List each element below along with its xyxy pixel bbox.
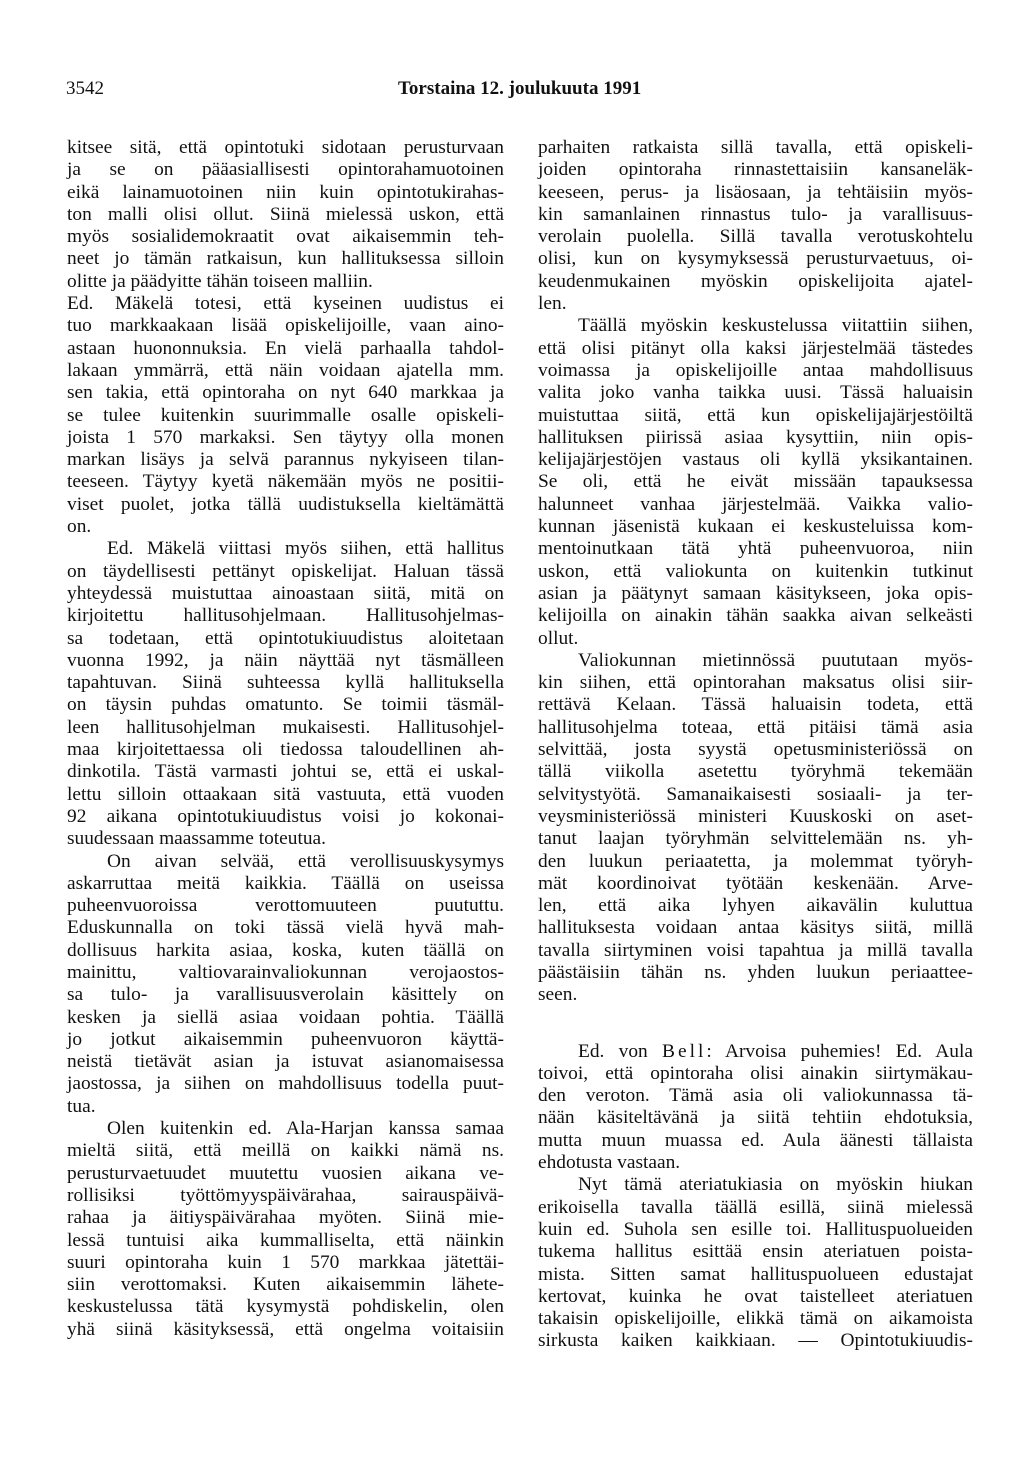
text-line: 92 aikana opintotukiuudistus voisi jo kokonai- <box>67 805 504 827</box>
text-line: olisi, kun on kysymyksessä perusturvaetuus, oi- <box>538 248 973 270</box>
text-line: teeseen. Täytyy kyetä näkemään myös ne positii- <box>67 471 504 493</box>
text-line: uskon, että valiokunta on kuitenkin tutkinut <box>538 560 973 582</box>
text-line: Valiokunnan mietinnössä puututaan myös- <box>578 649 973 671</box>
text-line: rahaa ja äitiyspäivärahaa myöten. Siinä mie- <box>67 1207 504 1229</box>
text-line: tällä viikolla asetettu työryhmä tekemään <box>538 761 973 783</box>
text-line: Olen kuitenkin ed. Ala-Harjan kanssa samaa <box>107 1118 504 1140</box>
text-line: seen. <box>538 984 578 1006</box>
text-line: Se oli, että he eivät missään tapauksessa <box>538 471 973 493</box>
text-line: Nyt tämä ateriatukiasia on myöskin hiukan <box>578 1174 973 1196</box>
text-line: askarruttaa meitä kaikkia. Täällä on useissa <box>67 872 504 894</box>
text-line: se tulee kuitenkin suurimmalle osalle opiskeli- <box>67 404 504 426</box>
text-line: leen hallitusohjelman mukaisesti. Hallitusohjel- <box>67 716 504 738</box>
text-line: keeseen, perus- ja lisäosaan, ja tehtäisiin myös- <box>538 181 973 203</box>
text-line: tukema hallitus esittää ensin ateriatuen poista- <box>538 1241 973 1263</box>
text-line: Eduskunnalla on toki tässä vielä hyvä mah- <box>67 917 504 939</box>
text-line: on täydellisesti pettänyt opiskelijat. Haluan tässä <box>67 560 504 582</box>
text-line: kitsee sitä, että opintotuki sidotaan perusturvaan <box>67 137 504 158</box>
text-line: joista 1 570 markaksi. Sen täytyy olla monen <box>67 426 504 448</box>
text-line: kirjoitettu hallitusohjelmaan. Hallitusohjelmas- <box>67 605 504 627</box>
text-line: siin verottomaksi. Kuten aikaisemmin lähete- <box>67 1274 504 1296</box>
text-line: valita joko vanha taikka uusi. Tässä haluaisin <box>538 382 973 404</box>
text-line: voimassa ja opiskelijoille antaa mahdollisuus <box>538 359 973 381</box>
text-line: takaisin opiskelijoille, elikkä tämä on aikamoista <box>538 1308 973 1330</box>
text-line: lessä tuntuisi aika kummalliselta, että näinkin <box>67 1229 504 1251</box>
text-line: selvitystyötä. Samanaikaisesti sosiaali- ja ter- <box>538 783 973 805</box>
text-line: on. <box>67 516 92 538</box>
text-line: yhteydessä muistuttaa ainoastaan siitä, mitä on <box>67 582 504 604</box>
left-text-column <box>67 137 504 1341</box>
text-line: sen takia, että opintoraha on nyt 640 markkaa ja <box>67 382 504 404</box>
text-line: jo jotkut aikaisemmin puheenvuoron käyttä- <box>67 1028 504 1050</box>
text-line: hallituksen piirissä asiaa kysyttiin, niin opis- <box>538 426 973 448</box>
text-line: ollut. <box>538 627 579 649</box>
text-line: tuo markkaakaan lisää opiskelijoille, vaan aino- <box>67 315 504 337</box>
text-line: keudenmukainen myöskin opiskelijoita ajatel- <box>538 270 973 292</box>
text-line: vuonna 1992, ja näin näyttää nyt täsmälleen <box>67 649 504 671</box>
text-line: Ed. Mäkelä viittasi myös siihen, että hallitus <box>107 538 504 560</box>
text-line: mentoinutkaan tätä yhtä puheenvuoroa, niin <box>538 538 973 560</box>
text-line: tanut laajan työryhmän selvittelemään ns. yh- <box>538 828 973 850</box>
text-line: mista. Sitten samat hallituspuolueen edustajat <box>538 1263 973 1285</box>
text-line: veysministeriössä ministeri Kuuskoski on aset- <box>538 805 973 827</box>
text-line <box>538 1041 973 1063</box>
text-line: Ed. Mäkelä totesi, että kyseinen uudistus ei <box>67 293 504 315</box>
paragraph-gap <box>538 1007 973 1041</box>
text-line: toivoi, että opintoraha olisi ainakin siirtymäkau- <box>538 1062 973 1084</box>
text-line: mutta muun muassa ed. Aula äänesti tällaista <box>538 1129 973 1151</box>
text-line: kin samanlainen rinnastus tulo- ja varallisuus- <box>538 203 973 225</box>
text-line: perusturvaetuudet muutettu vuosien aikana ve- <box>67 1162 504 1184</box>
text-line: den luukun periaatetta, ja molemmat työryh- <box>538 850 973 872</box>
text-line: keskustelussa tätä kysymystä pohdiskelin, olen <box>67 1296 504 1318</box>
text-line: tua. <box>67 1095 96 1117</box>
page-number: 3542 <box>66 78 104 99</box>
text-line: suudessaan maassamme toteutua. <box>67 828 327 850</box>
text-line: selvittää, josta syystä opetusministeriössä on <box>538 739 973 761</box>
text-line: On aivan selvää, että verollisuuskysymys <box>107 850 504 872</box>
text-line: myös sosialidemokraatit ovat aikaisemmin teh- <box>67 226 504 248</box>
running-header: Torstaina 12. joulukuuta 1991 <box>398 78 642 99</box>
text-line: ton malli olisi ollut. Siinä mielessä uskon, että <box>67 203 504 225</box>
text-line: ja se on pääasiallisesti opintorahamuotoinen <box>67 159 504 181</box>
text-line: halunneet vanhaa järjestelmää. Vaikka valio- <box>538 493 973 515</box>
text-line: että olisi pitänyt olla kaksi järjestelmää tästedes <box>538 337 973 359</box>
text-line: mät koordinoivat työtään keskenään. Arve- <box>538 872 973 894</box>
text-line: eikä lainamuotoinen niin kuin opintotukirahas- <box>67 181 504 203</box>
text-line: jaostossa, ja siihen on mahdollisuus todella puut- <box>67 1073 504 1095</box>
text-line: len. <box>538 293 567 315</box>
text-line: kelijoilla on ainakin tähän saakka aivan selkeästi <box>538 605 973 627</box>
text-line: len, että aika lyhyen aikavälin kuluttua <box>538 895 973 917</box>
speaker-name: Bell <box>662 1040 707 1062</box>
text-line: maa kirjoitettaessa oli tiedossa taloudellinen ah- <box>67 739 504 761</box>
text-line: on täysin puhdas omatunto. Se toimii täsmäl- <box>67 694 504 716</box>
text-line: sa tulo- ja varallisuusverolain käsittely on <box>67 984 504 1006</box>
text-line: lettu silloin ottaakaan sitä vastuuta, että vuoden <box>67 783 504 805</box>
text-line: neet jo tämän ratkaisun, kun hallituksessa silloin <box>67 248 504 270</box>
text-line: sa todetaan, että opintotukiuudistus aloitetaan <box>67 627 504 649</box>
text-line: Täällä myöskin keskustelussa viitattiin siihen, <box>578 315 973 337</box>
text-segment: : Arvoisa puhemies! Ed. Aula <box>706 1040 973 1062</box>
text-line: mieltä siitä, että meillä on kaikki nämä ns. <box>67 1140 504 1162</box>
text-line: erikoisella tavalla täällä esillä, siinä mielessä <box>538 1196 973 1218</box>
text-line: suuri opintoraha kuin 1 570 markkaa jätettäi- <box>67 1251 504 1273</box>
right-text-column <box>538 137 973 1353</box>
text-line: parhaiten ratkaista sillä tavalla, että opiskeli- <box>538 137 973 158</box>
text-segment: Ed. von <box>578 1040 648 1062</box>
text-line: kelijajärjestöjen vastaus oli kyllä yksikantainen. <box>538 449 973 471</box>
text-line: päästäisiin tähän ns. yhden luukun periaattee- <box>538 961 973 983</box>
text-line: nään käsiteltävänä ja siitä tehtiin ehdotuksia, <box>538 1107 973 1129</box>
text-line: ehdotusta vastaan. <box>538 1152 681 1174</box>
text-line: tavalla siirtyminen voisi tapahtua ja millä tavalla <box>538 939 973 961</box>
text-line: rettävä Kelaan. Tässä haluaisin todeta, että <box>538 694 973 716</box>
text-line: dollisuus harkita asiaa, koska, kuten täällä on <box>67 939 504 961</box>
text-line: rollisiksi työttömyyspäivärahaa, sairauspäivä- <box>67 1184 504 1206</box>
text-line: asian ja päätynyt samaan käsitykseen, joka opis- <box>538 582 973 604</box>
text-line: tapahtuvan. Siinä suhteessa kyllä hallituksella <box>67 672 504 694</box>
text-line: astaan huononnuksia. En vielä parhaalla tahdol- <box>67 337 504 359</box>
text-line: kin siihen, että opintorahan maksatus olisi siir- <box>538 672 973 694</box>
text-line: kesken ja siellä asiaa voidaan pohtia. Täällä <box>67 1006 504 1028</box>
text-line: kertovat, kuinka he ovat taistelleet ateriatuen <box>538 1285 973 1307</box>
text-line: hallitusohjelma toteaa, että pitäisi tämä asia <box>538 716 973 738</box>
text-line: verolain puolella. Sillä tavalla verotuskohtelu <box>538 226 973 248</box>
text-line: muistuttaa siitä, että kun opiskelijajärjestöiltä <box>538 404 973 426</box>
text-line: kunnan jäsenistä kukaan ei keskusteluissa kom- <box>538 516 973 538</box>
text-line: den veroton. Tämä asia oli valiokunnassa tä- <box>538 1085 973 1107</box>
text-line: puheenvuoroissa verottomuuteen puututtu. <box>67 895 504 917</box>
text-line: joiden opintoraha rinnastettaisiin kansaneläk- <box>538 159 973 181</box>
text-line: mainittu, valtiovarainvaliokunnan verojaostos- <box>67 961 504 983</box>
text-line: kuin ed. Suhola sen esille toi. Hallituspuolueiden <box>538 1218 973 1240</box>
text-line: markan lisäys ja selvä parannus nykyiseen tilan- <box>67 449 504 471</box>
text-line: hallituksesta voidaan antaa käsitys siitä, millä <box>538 917 973 939</box>
text-line: dinkotila. Tästä varmasti johtui se, että ei uskal- <box>67 761 504 783</box>
text-line: yhä siinä käsityksessä, että ongelma voitaisiin <box>67 1318 504 1340</box>
text-line: viset puolet, jotka tällä uudistuksella kieltämättä <box>67 493 504 515</box>
text-line: olitte ja päädyitte tähän toiseen malliin. <box>67 270 373 292</box>
text-line: lakaan ymmärrä, että näin voidaan ajatella mm. <box>67 359 504 381</box>
text-line: sirkusta kaiken kaikkiaan. — Opintotukiuudis- <box>538 1330 973 1352</box>
text-line: neistä tietävät asian ja istuvat asianomaisessa <box>67 1051 504 1073</box>
